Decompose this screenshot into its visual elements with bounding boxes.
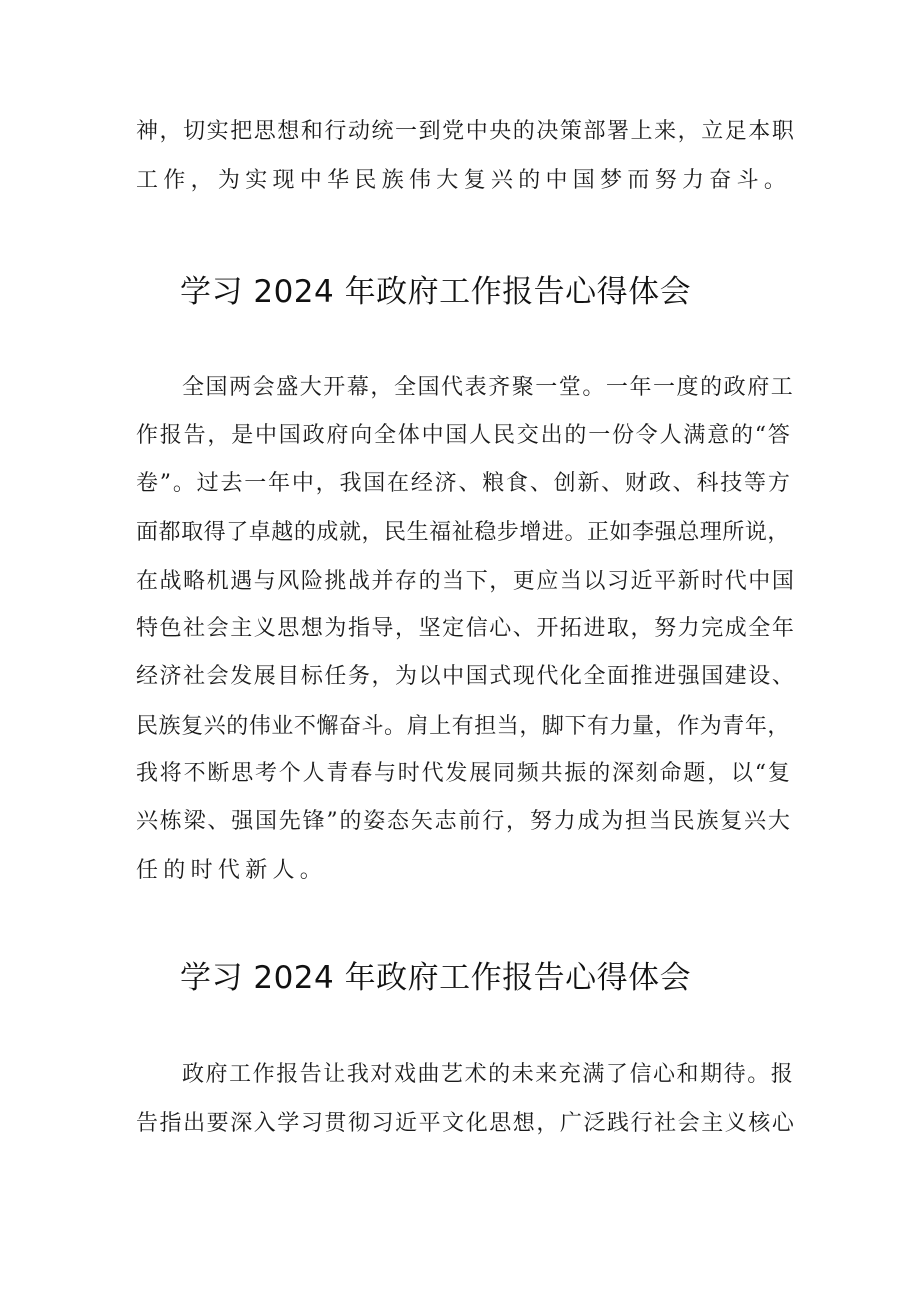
section-1-line-5: 在战略机遇与风险挑战并存的当下，更应当以习近平新时代中国 bbox=[136, 569, 796, 594]
section-1-line-8: 民族复兴的伟业不懈奋斗。肩上有担当，脚下有力量，作为青年， bbox=[136, 714, 790, 739]
section-1-line-6: 特色社会主义思想为指导，坚定信心、开拓进取，努力完成全年 bbox=[136, 616, 796, 641]
section-1-line-2: 作报告，是中国政府向全体中国人民交出的一份令人满意的“答 bbox=[136, 423, 792, 448]
intro-line-2: 工作，为实现中华民族伟大复兴的中国梦而努力奋斗。 bbox=[136, 168, 792, 193]
section-2-title: 学习 2024 年政府工作报告心得体会 bbox=[180, 960, 692, 996]
section-1-title: 学习 2024 年政府工作报告心得体会 bbox=[180, 274, 692, 310]
section-1-line-1: 全国两会盛大开幕，全国代表齐聚一堂。一年一度的政府工 bbox=[182, 375, 795, 400]
section-1-line-9: 我将不断思考个人青春与时代发展同频共振的深刻命题，以“复 bbox=[136, 761, 792, 786]
section-1-line-11: 任的时代新人。 bbox=[136, 858, 328, 883]
section-1-line-7: 经济社会发展目标任务，为以中国式现代化全面推进强国建设、 bbox=[136, 664, 796, 689]
section-2-line-2: 告指出要深入学习贯彻习近平文化思想，广泛践行社会主义核心 bbox=[136, 1111, 796, 1136]
section-1-line-4: 面都取得了卓越的成就，民生福祉稳步增进。正如李强总理所说， bbox=[136, 520, 790, 545]
section-2-line-1: 政府工作报告让我对戏曲艺术的未来充满了信心和期待。报 bbox=[182, 1062, 795, 1087]
section-1-line-3: 卷”。过去一年中，我国在经济、粮食、创新、财政、科技等方 bbox=[136, 471, 792, 496]
section-1-line-10: 兴栋梁、强国先锋”的姿态矢志前行，努力成为担当民族复兴大 bbox=[136, 809, 792, 834]
intro-line-1: 神，切实把思想和行动统一到党中央的决策部署上来，立足本职 bbox=[136, 119, 796, 144]
